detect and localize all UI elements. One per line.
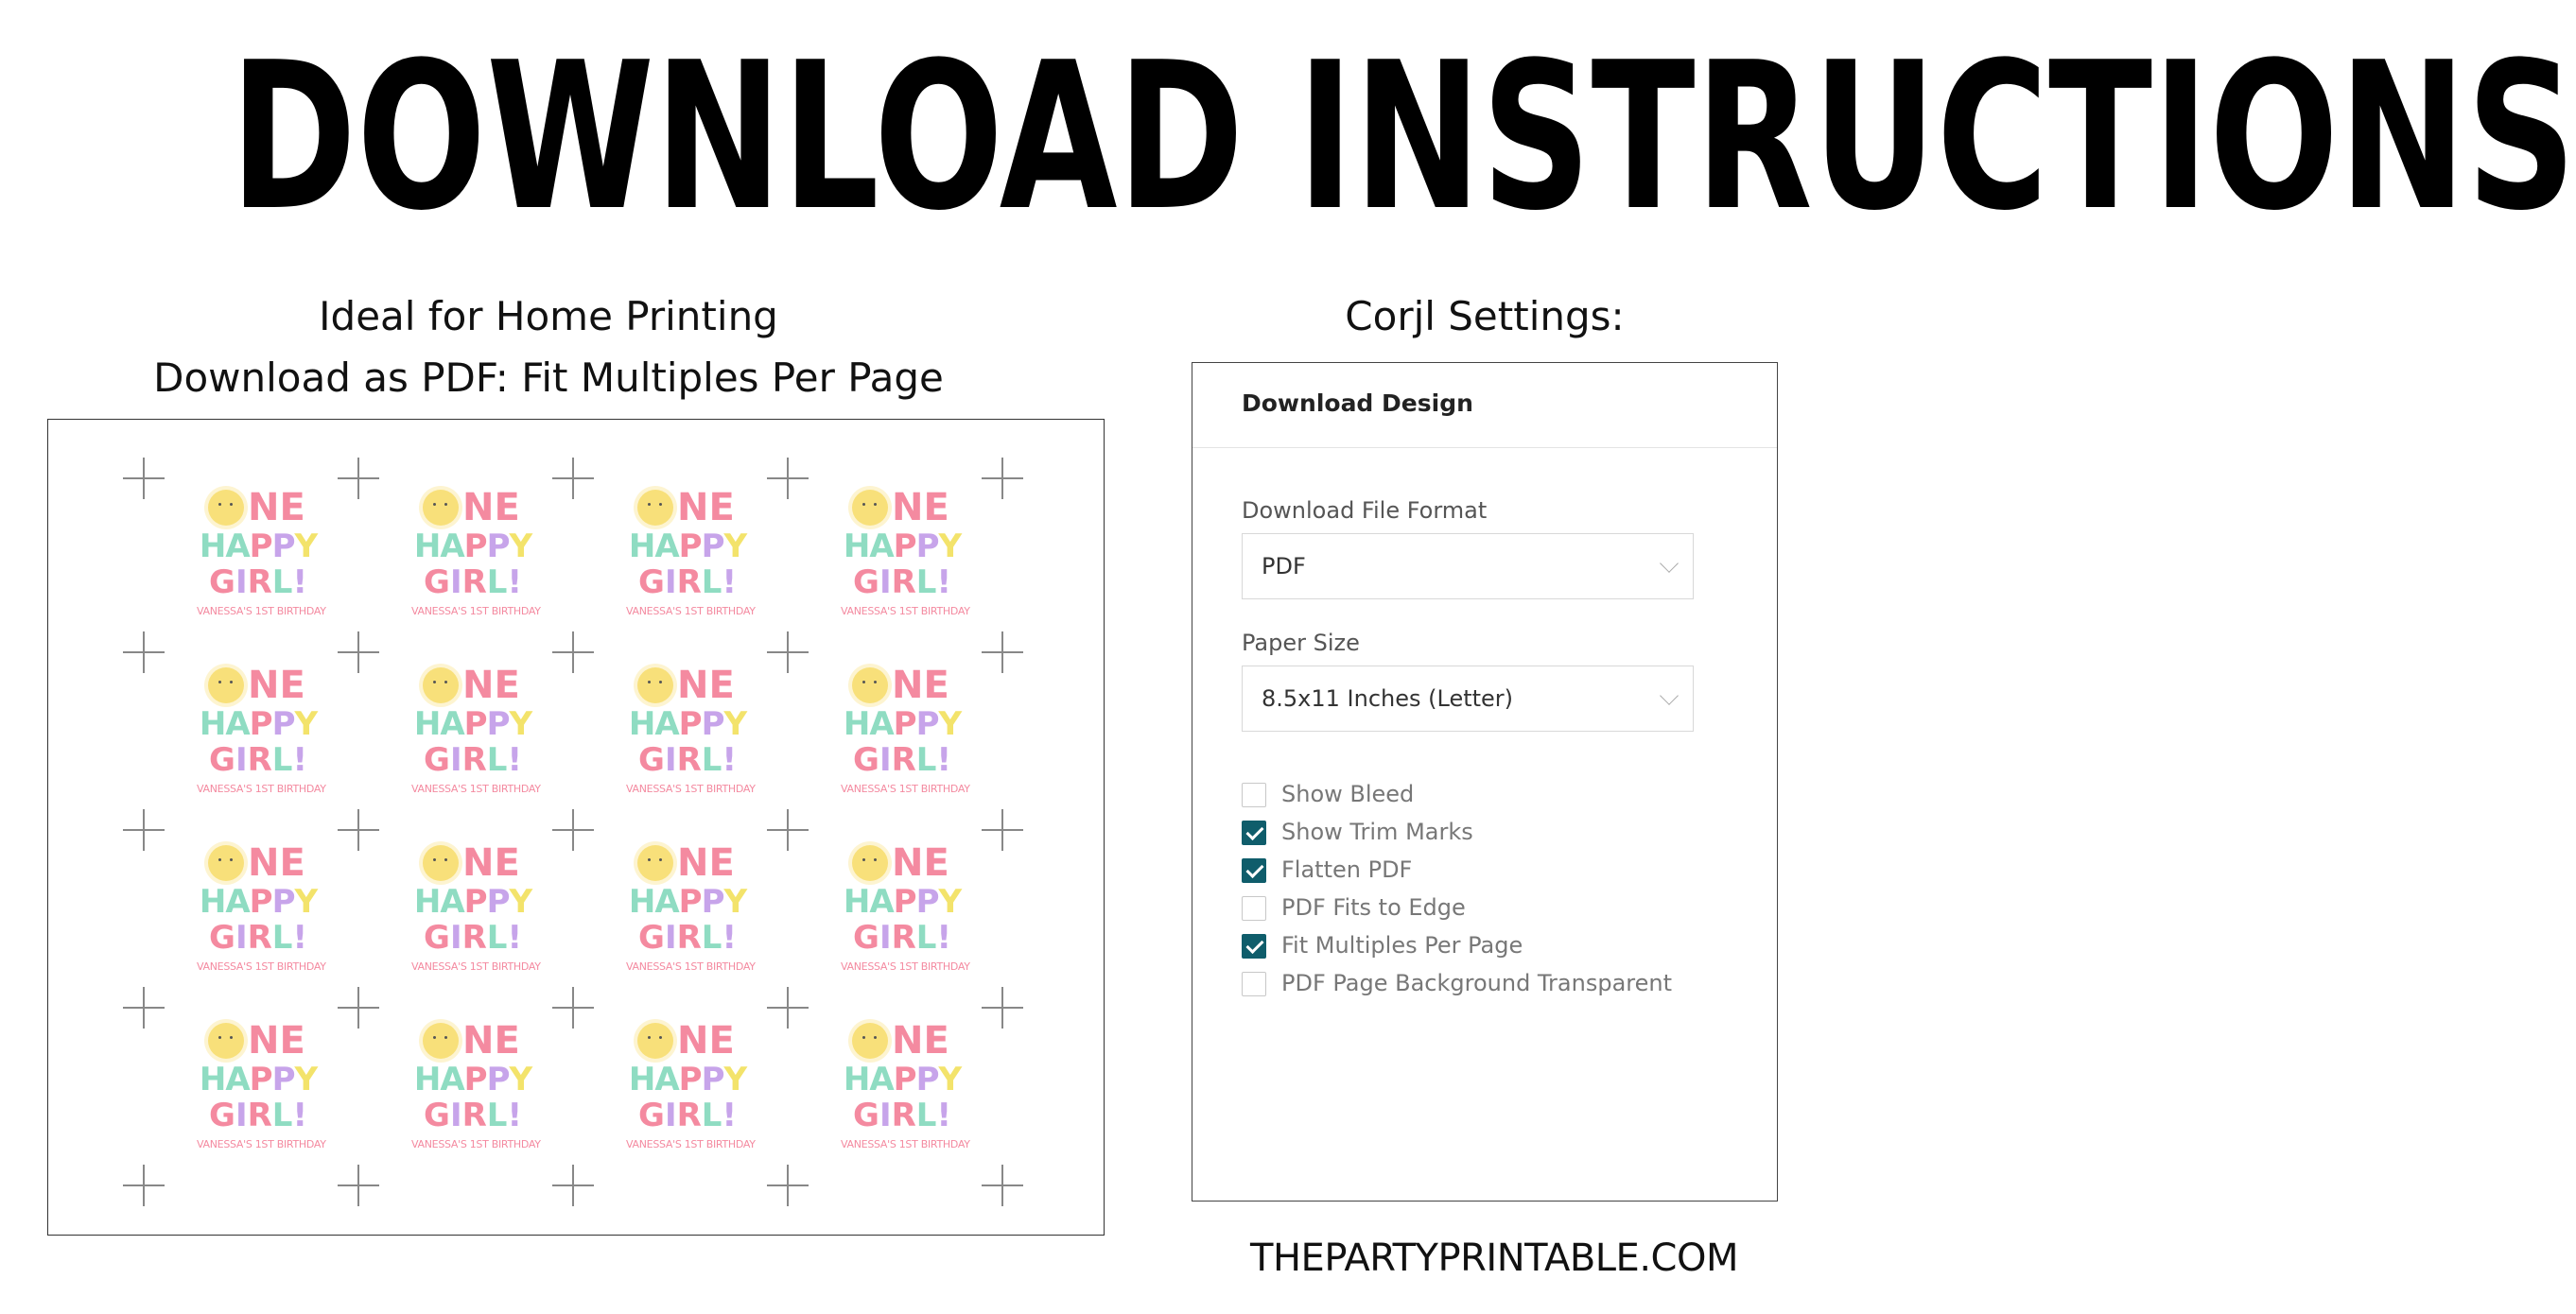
tag-line1 [411,841,534,887]
sun-icon [852,667,888,703]
tag-tile [626,486,756,637]
tag-line3: GIRL! [209,919,307,957]
tag-line2: HAPPY [199,1061,318,1098]
tag-tile [197,486,326,637]
crop-mark [982,631,1023,673]
sun-icon [852,1023,888,1059]
download-design-panel [1192,362,1778,1202]
option-label: PDF Page Background Transparent [1281,970,1673,996]
checkbox[interactable] [1242,896,1266,921]
sun-icon [208,490,244,526]
tag-tile [411,1019,541,1170]
paper-size-select[interactable] [1242,666,1694,732]
crop-mark [982,987,1023,1029]
print-sheet-preview [47,419,1105,1236]
tag-line2: HAPPY [628,527,747,565]
crop-mark [123,809,165,851]
sun-icon [208,845,244,881]
tag-tile [411,486,541,637]
sun-icon [637,490,673,526]
crop-mark [552,1165,594,1206]
tag-tile [411,664,541,815]
corjl-settings-heading: Corjl Settings: [1345,293,1625,339]
tag-line1 [841,1019,964,1064]
tag-line1 [841,486,964,531]
tag-tile [626,1019,756,1170]
website-url: THEPARTYPRINTABLE.COM [1250,1236,1738,1280]
tag-caption: VANESSA'S 1ST BIRTHDAY [626,783,756,795]
page-title: DOWNLOAD INSTRUCTIONS [230,18,2576,255]
crop-mark [767,987,809,1029]
crop-mark [123,458,165,499]
home-printing-heading: Ideal for Home Printing [319,293,778,339]
tag-line1-ne: NE [892,1019,949,1063]
tag-line3: GIRL! [638,741,737,779]
sun-icon [423,490,459,526]
tag-line2: HAPPY [843,1061,962,1098]
crop-mark [338,631,379,673]
tag-line1-ne: NE [677,486,735,529]
tag-line3: GIRL! [424,919,522,957]
checkbox[interactable] [1242,858,1266,883]
crop-mark [767,631,809,673]
tag-line1-ne: NE [248,486,305,529]
crop-mark [767,1165,809,1206]
tag-line3: GIRL! [853,563,951,601]
tag-line2: HAPPY [628,883,747,921]
panel-header [1192,363,1777,448]
tag-line1 [626,664,749,709]
crop-mark [123,1165,165,1206]
tag-caption: VANESSA'S 1ST BIRTHDAY [411,960,541,973]
checkbox[interactable] [1242,821,1266,845]
tag-line3: GIRL! [638,1097,737,1134]
tag-caption: VANESSA'S 1ST BIRTHDAY [841,960,970,973]
tag-line3: GIRL! [853,741,951,779]
tag-line3: GIRL! [424,741,522,779]
tag-tile [626,664,756,815]
option-label: Show Trim Marks [1281,819,1473,845]
tag-line1 [197,1019,320,1064]
tag-tile [197,841,326,993]
chevron-down-icon [1660,554,1679,573]
tag-line1 [841,841,964,887]
tag-line1-ne: NE [462,486,520,529]
tag-line3: GIRL! [638,563,737,601]
tag-caption: VANESSA'S 1ST BIRTHDAY [626,960,756,973]
tag-line1 [411,486,534,531]
tag-tile [197,664,326,815]
sun-icon [208,1023,244,1059]
tag-tile [841,664,970,815]
tag-caption: VANESSA'S 1ST BIRTHDAY [197,1138,326,1150]
crop-mark [552,631,594,673]
option-label: PDF Fits to Edge [1281,894,1466,921]
tag-line2: HAPPY [843,527,962,565]
sun-icon [423,1023,459,1059]
tag-caption: VANESSA'S 1ST BIRTHDAY [626,1138,756,1150]
tag-line2: HAPPY [628,1061,747,1098]
crop-mark [982,809,1023,851]
sun-icon [423,667,459,703]
crop-mark [982,458,1023,499]
sun-icon [637,667,673,703]
tag-caption: VANESSA'S 1ST BIRTHDAY [626,605,756,617]
tag-caption: VANESSA'S 1ST BIRTHDAY [841,1138,970,1150]
option-row[interactable] [1242,779,1733,811]
sun-icon [423,845,459,881]
tag-tile [841,486,970,637]
crop-mark [552,809,594,851]
tag-line1 [197,664,320,709]
sun-icon [852,490,888,526]
tag-line2: HAPPY [199,527,318,565]
sun-icon [637,1023,673,1059]
tag-line2: HAPPY [199,705,318,743]
checkbox[interactable] [1242,934,1266,959]
tag-line1 [626,1019,749,1064]
tag-caption: VANESSA'S 1ST BIRTHDAY [411,605,541,617]
sun-icon [637,845,673,881]
crop-mark [123,987,165,1029]
crop-mark [552,458,594,499]
tag-line1 [411,664,534,709]
tag-line1-ne: NE [892,664,949,707]
tag-line3: GIRL! [424,563,522,601]
tag-line2: HAPPY [199,883,318,921]
paper-size-value: 8.5x11 Inches (Letter) [1262,685,1514,712]
tag-tile [841,1019,970,1170]
tag-line1 [841,664,964,709]
crop-mark [338,809,379,851]
tag-line2: HAPPY [413,1061,532,1098]
tag-line1-ne: NE [892,841,949,885]
tag-line2: HAPPY [413,883,532,921]
paper-size-label: Paper Size [1242,630,1360,656]
tag-line1-ne: NE [248,1019,305,1063]
crop-mark [338,1165,379,1206]
crop-mark [338,458,379,499]
tag-caption: VANESSA'S 1ST BIRTHDAY [411,1138,541,1150]
option-row[interactable] [1242,968,1733,1000]
tag-line1-ne: NE [677,841,735,885]
tag-tile [411,841,541,993]
tag-line1-ne: NE [462,841,520,885]
tag-tile [197,1019,326,1170]
tag-line1-ne: NE [462,1019,520,1063]
file-format-value: PDF [1262,553,1306,579]
tag-caption: VANESSA'S 1ST BIRTHDAY [197,783,326,795]
tag-line1 [411,1019,534,1064]
tag-line3: GIRL! [853,919,951,957]
tag-line3: GIRL! [424,1097,522,1134]
tag-line2: HAPPY [413,527,532,565]
tag-line3: GIRL! [853,1097,951,1134]
tag-line2: HAPPY [628,705,747,743]
option-row[interactable] [1242,892,1733,925]
tag-caption: VANESSA'S 1ST BIRTHDAY [197,960,326,973]
tag-line1-ne: NE [677,1019,735,1063]
crop-mark [767,458,809,499]
file-format-select[interactable] [1242,533,1694,599]
file-format-label: Download File Format [1242,497,1488,524]
tag-line3: GIRL! [209,1097,307,1134]
chevron-down-icon [1660,686,1679,705]
tag-line2: HAPPY [843,705,962,743]
option-label: Flatten PDF [1281,856,1413,883]
option-label: Fit Multiples Per Page [1281,932,1523,959]
option-row[interactable] [1242,855,1733,887]
crop-mark [123,631,165,673]
tag-caption: VANESSA'S 1ST BIRTHDAY [841,783,970,795]
tag-caption: VANESSA'S 1ST BIRTHDAY [411,783,541,795]
tag-line1 [626,486,749,531]
option-row[interactable] [1242,817,1733,849]
tag-line1 [626,841,749,887]
tag-caption: VANESSA'S 1ST BIRTHDAY [841,605,970,617]
tag-line1-ne: NE [462,664,520,707]
option-row[interactable] [1242,930,1733,962]
tag-line3: GIRL! [638,919,737,957]
panel-title: Download Design [1242,389,1473,417]
checkbox[interactable] [1242,783,1266,807]
tag-line3: GIRL! [209,563,307,601]
crop-mark [982,1165,1023,1206]
crop-mark [552,987,594,1029]
pdf-instructions-heading: Download as PDF: Fit Multiples Per Page [153,354,944,401]
tag-line1-ne: NE [248,664,305,707]
tag-line2: HAPPY [843,883,962,921]
tag-line1-ne: NE [892,486,949,529]
checkbox[interactable] [1242,972,1266,996]
sun-icon [852,845,888,881]
tag-line1-ne: NE [677,664,735,707]
option-label: Show Bleed [1281,781,1415,807]
tag-caption: VANESSA'S 1ST BIRTHDAY [197,605,326,617]
tag-line1 [197,486,320,531]
tag-line1-ne: NE [248,841,305,885]
tag-line2: HAPPY [413,705,532,743]
tag-line1 [197,841,320,887]
tag-line3: GIRL! [209,741,307,779]
tag-tile [626,841,756,993]
crop-mark [767,809,809,851]
sun-icon [208,667,244,703]
crop-mark [338,987,379,1029]
tag-tile [841,841,970,993]
